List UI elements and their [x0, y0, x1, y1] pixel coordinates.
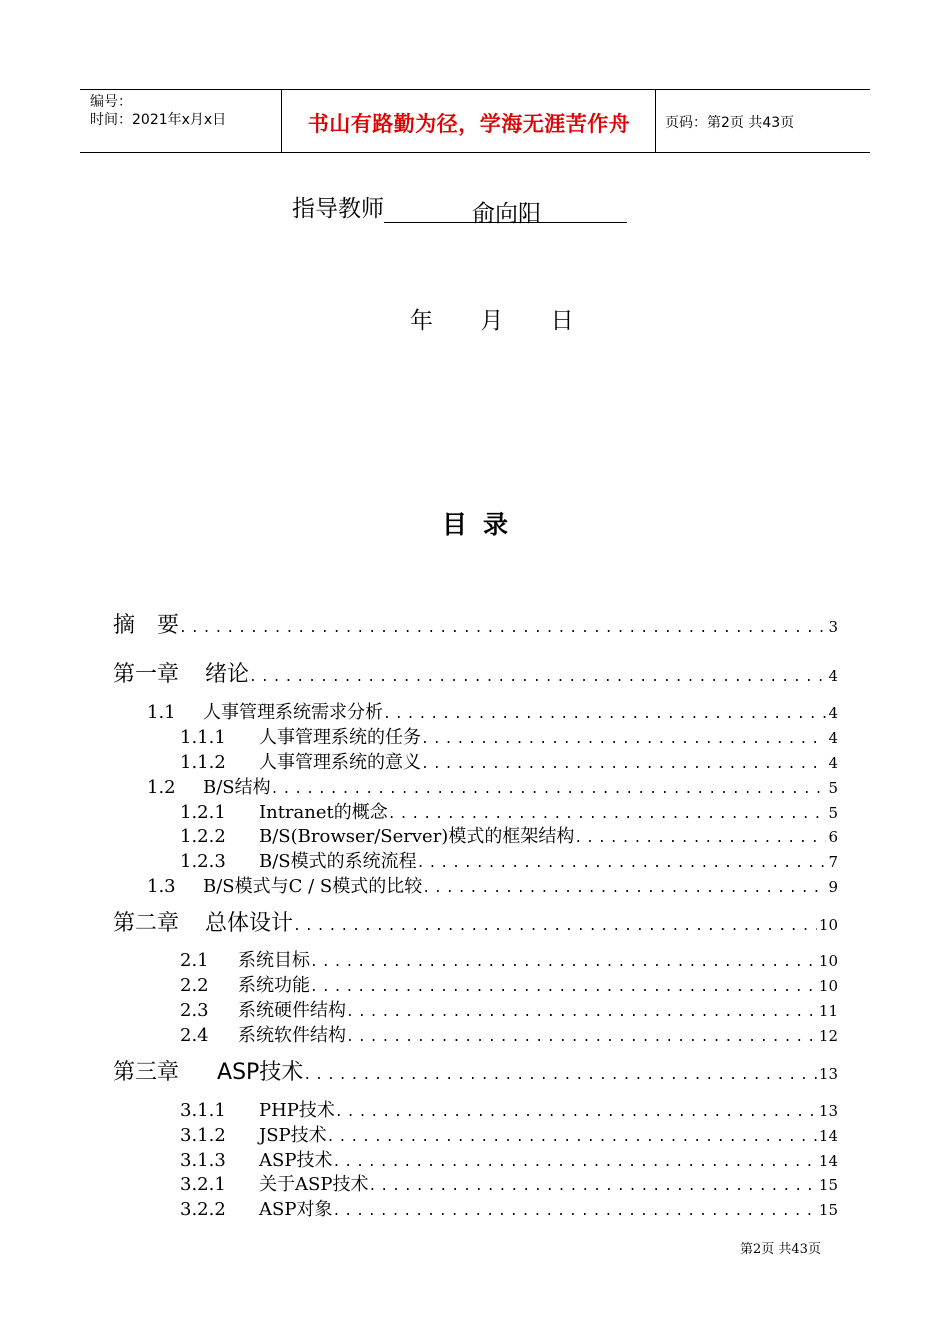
toc-leader: [574, 831, 826, 846]
toc-entry-page: 3: [828, 618, 838, 636]
toc-entry-label: [180, 971, 310, 997]
toc-entry-page: 14: [818, 1127, 838, 1145]
toc-entry-page: 7: [828, 853, 838, 871]
toc-entry-text: 人事管理系统需求分析: [203, 702, 383, 723]
toc-leader: [421, 757, 826, 772]
toc-leader: [421, 732, 826, 747]
toc-entry-number: 1.1.1: [180, 727, 226, 748]
toc-entry-text: PHP技术: [259, 1100, 335, 1121]
toc-entry[interactable]: [180, 847, 838, 873]
toc-leader: [179, 621, 826, 636]
toc-entry-text: B/S结构: [203, 777, 271, 798]
toc-entry[interactable]: [180, 1021, 838, 1047]
toc-entry-text: B/S模式的系统流程: [259, 851, 417, 872]
toc-entry[interactable]: [180, 1121, 838, 1147]
toc-entry[interactable]: [180, 1195, 838, 1221]
toc-entry[interactable]: [113, 906, 838, 937]
header-page-label: 页码：第2页 共43页: [665, 115, 795, 131]
toc-entry-label: [113, 1055, 303, 1086]
toc-entry[interactable]: [180, 748, 838, 774]
toc-entry-text: 系统目标: [238, 950, 310, 971]
toc-entry-label: [180, 1170, 368, 1196]
toc-entry-text: Intranet的概念: [259, 802, 388, 823]
toc-entry-number: 3.2.1: [180, 1174, 226, 1195]
toc-entry-text: 系统功能: [238, 975, 310, 996]
page-footer: 第2页 共43页: [740, 1242, 821, 1257]
toc-entry-text: 关于ASP技术: [259, 1174, 369, 1195]
toc-entry-number: 3.2.2: [180, 1199, 226, 1220]
toc-leader: [422, 881, 826, 896]
toc-entry-text: ASP对象: [259, 1199, 333, 1220]
toc-entry-page: 14: [818, 1152, 838, 1170]
toc-entry-label: [180, 996, 346, 1022]
toc-entry[interactable]: [113, 657, 838, 688]
toc-entry[interactable]: [147, 773, 838, 799]
toc-entry-page: 15: [818, 1201, 838, 1219]
toc-leader: [293, 919, 817, 934]
toc-entry-label: [180, 946, 310, 972]
toc-entry-page: 4: [828, 667, 838, 685]
toc-entry-text: B/S模式与C / S模式的比较: [203, 876, 423, 897]
toc-entry[interactable]: [147, 872, 838, 898]
toc-entry-number: 1.2: [147, 777, 176, 798]
toc-leader: [332, 1155, 816, 1170]
toc-entry-number: 2.2: [180, 975, 209, 996]
serial-label: 编号：: [90, 94, 132, 110]
toc-entry-number: 1.2.1: [180, 802, 226, 823]
toc-leader: [249, 670, 826, 685]
toc-entry[interactable]: [180, 946, 838, 972]
toc-entry-text: 绪论: [205, 662, 250, 687]
toc-entry-text: 总体设计: [205, 911, 294, 936]
advisor-line: [292, 190, 627, 227]
toc-entry-label: [180, 748, 421, 774]
toc-entry-text: 人事管理系统的任务: [259, 727, 421, 748]
toc-entry-number: 1.3: [147, 876, 176, 897]
advisor-underline: [384, 195, 627, 227]
toc-entry-number: 3.1.2: [180, 1125, 226, 1146]
toc-entry-label: [113, 906, 293, 937]
advisor-label: 指导教师: [292, 196, 384, 222]
date-line: [410, 302, 614, 335]
toc-entry-number: 3.1.1: [180, 1100, 226, 1121]
toc-entry-page: 10: [818, 952, 838, 970]
toc-entry-page: 6: [828, 828, 838, 846]
toc-entry-number: 2.3: [180, 1000, 209, 1021]
toc-entry-label: [180, 822, 574, 848]
toc-entry-page: 4: [828, 754, 838, 772]
toc-leader: [383, 707, 826, 722]
toc-entry-number: 1.1.2: [180, 752, 226, 773]
toc-entry-text: ASP技术: [259, 1150, 333, 1171]
toc-entry-label: 摘 要: [113, 613, 180, 638]
toc-entry-number: 第一章: [113, 662, 180, 687]
toc-entry[interactable]: [180, 723, 838, 749]
toc-entry-text: 系统软件结构: [238, 1025, 346, 1046]
toc-entry-page: 12: [818, 1027, 838, 1045]
toc-entry[interactable]: [180, 798, 838, 824]
toc-entry-text: B/S(Browser/Server)模式的框架结构: [259, 826, 575, 847]
toc-entry[interactable]: [180, 971, 838, 997]
toc-leader: [310, 955, 817, 970]
toc-entry-number: 1.1: [147, 702, 176, 723]
date-day: 日: [550, 308, 574, 334]
toc-leader: [346, 1005, 817, 1020]
header-meta: [90, 93, 226, 129]
toc-entry[interactable]: [147, 698, 838, 724]
page-header: [80, 89, 870, 153]
toc-entry-number: 3.1.3: [180, 1150, 226, 1171]
toc-entry-page: 5: [828, 779, 838, 797]
toc-leader: [271, 782, 827, 797]
toc-entry-page: 9: [828, 878, 838, 896]
toc-entry[interactable]: [180, 996, 838, 1022]
toc-entry-label: [180, 1021, 346, 1047]
toc-entry-number: 1.2.3: [180, 851, 226, 872]
time-label: 时间：2021年x月x日: [90, 112, 227, 128]
toc-entry-label: [147, 773, 271, 799]
toc-entry-text: 人事管理系统的意义: [259, 752, 421, 773]
toc-entry-number: 2.1: [180, 950, 209, 971]
toc-title: 目录: [441, 510, 524, 539]
toc-entry-label: [147, 698, 383, 724]
toc-leader: [368, 1179, 816, 1194]
toc-entry-label: [113, 657, 249, 688]
toc-entry-page: 13: [818, 1065, 838, 1083]
toc-entry-number: 第三章: [113, 1060, 180, 1085]
toc-leader: [335, 1105, 817, 1120]
toc-entry-label: [180, 1096, 335, 1122]
toc-entry-page: 5: [828, 804, 838, 822]
toc-entry-text: JSP技术: [259, 1125, 327, 1146]
toc-entry-label: [147, 872, 422, 898]
toc-entry[interactable]: [180, 822, 838, 848]
date-month: 月: [480, 308, 504, 334]
toc-entry-page: 10: [818, 977, 838, 995]
toc-leader: [388, 807, 827, 822]
toc-entry-label: [180, 847, 417, 873]
date-year: 年: [410, 308, 433, 334]
toc-entry-label: [180, 798, 388, 824]
toc-entry-page: 13: [818, 1102, 838, 1120]
toc-leader: [332, 1204, 816, 1219]
toc-entry-page: 11: [818, 1002, 838, 1020]
toc-entry[interactable]: [180, 1096, 838, 1122]
toc-entry[interactable]: [180, 1146, 838, 1172]
toc-entry[interactable]: [180, 1170, 838, 1196]
toc-entry-number: 2.4: [180, 1025, 209, 1046]
header-motto: 书山有路勤为径，学海无涯苦作舟: [307, 112, 631, 136]
toc-entry-number: 第二章: [113, 911, 180, 936]
advisor-name: 俞向阳: [472, 201, 541, 227]
toc-leader: [303, 1068, 817, 1083]
toc-leader: [417, 856, 827, 871]
header-divider: [655, 90, 656, 152]
toc-entry-label: [180, 723, 421, 749]
toc-entry-text: 系统硬件结构: [238, 1000, 346, 1021]
toc-entry-page: 10: [818, 916, 838, 934]
header-divider: [281, 90, 282, 152]
toc-entry-label: [180, 1146, 332, 1172]
toc-entry-page: 4: [828, 704, 838, 722]
toc-entry-label: [180, 1195, 332, 1221]
toc-entry-page: 4: [828, 729, 838, 747]
toc-entry[interactable]: [113, 1055, 838, 1086]
toc-leader: [346, 1030, 817, 1045]
toc-leader: [327, 1130, 817, 1145]
toc-entry[interactable]: [113, 608, 838, 639]
toc-entry-text: ASP技术: [217, 1060, 304, 1085]
toc-entry-label: [180, 1121, 327, 1147]
toc-entry-number: 1.2.2: [180, 826, 226, 847]
toc-leader: [310, 980, 817, 995]
toc-entry-page: 15: [818, 1176, 838, 1194]
